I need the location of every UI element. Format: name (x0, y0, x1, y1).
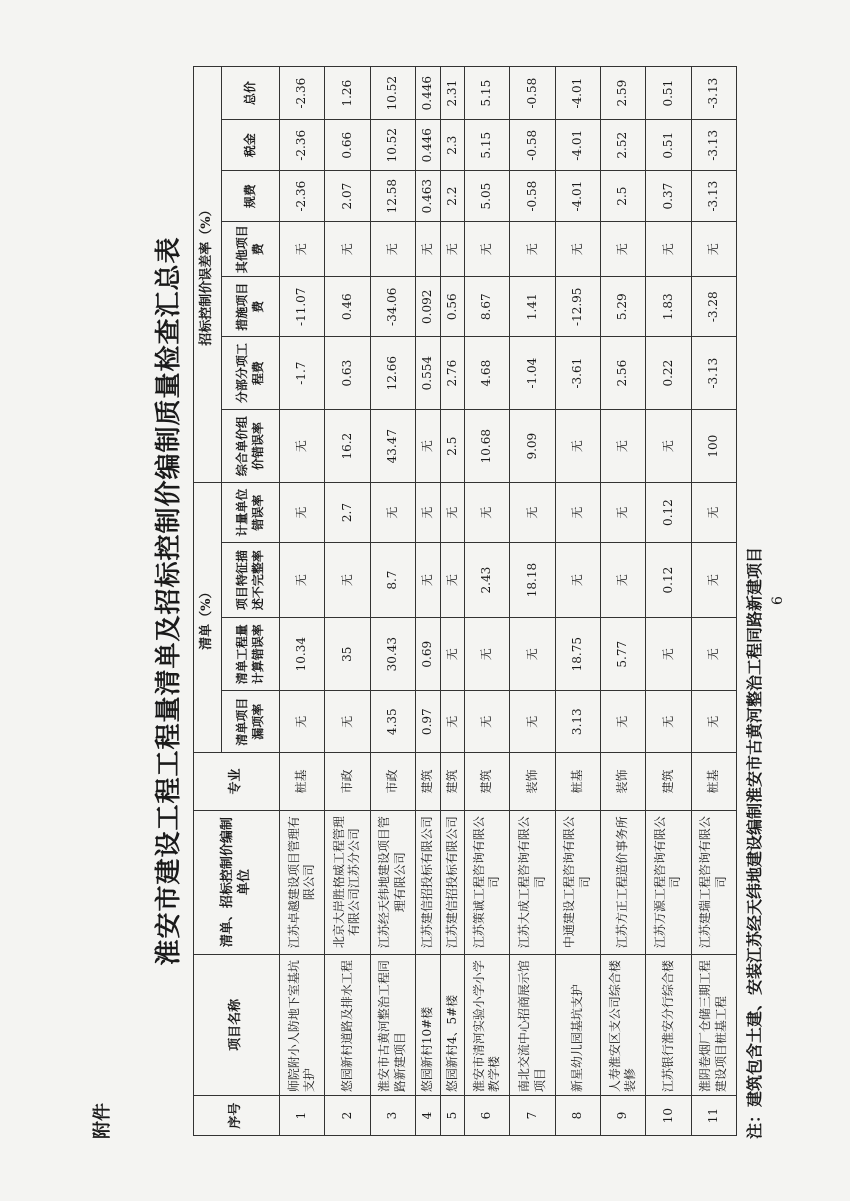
major-cell: 建筑 (415, 753, 440, 811)
value-cell: 100 (691, 410, 736, 483)
value-cell: 无 (280, 542, 325, 617)
seq-cell: 9 (601, 1096, 646, 1136)
value-cell: -3.13 (691, 337, 736, 410)
value-cell: 0.37 (646, 171, 691, 222)
value-cell: 无 (555, 542, 600, 617)
document-title: 淮安市建设工程工程量清单及招标控制价编制质量检查汇总表 (154, 236, 184, 966)
footnote: 注：建筑包含土建、安装江苏经天纬地建设编制淮安市古黄河整治工程同路新建项目 (745, 546, 764, 1139)
value-cell: 2.07 (325, 171, 370, 222)
value-cell: 5.05 (465, 171, 510, 222)
header-row-1 (194, 67, 222, 1136)
seq-cell: 10 (646, 1096, 691, 1136)
value-cell: -3.13 (691, 171, 736, 222)
major-cell: 桩基 (691, 753, 736, 811)
seq-cell: 6 (465, 1096, 510, 1136)
project-name-cell: 悠园新村10#楼 (415, 954, 440, 1096)
value-cell: 无 (510, 483, 555, 543)
value-cell: -3.13 (691, 67, 736, 120)
value-cell: 0.12 (646, 542, 691, 617)
header-seq: 序号 (194, 1096, 280, 1136)
value-cell: 无 (601, 410, 646, 483)
value-cell: -2.36 (280, 67, 325, 120)
value-cell: 18.18 (510, 542, 555, 617)
header-cp-6: 总价 (222, 67, 280, 120)
value-cell: 无 (465, 222, 510, 277)
value-cell: 0.46 (325, 277, 370, 337)
table-row (691, 67, 736, 1136)
value-cell: 无 (691, 222, 736, 277)
value-cell: 无 (601, 542, 646, 617)
value-cell: 0.69 (415, 618, 440, 691)
project-name-cell: 淮安市古黄河整治工程同路新建项目 (370, 954, 415, 1096)
seq-cell: 7 (510, 1096, 555, 1136)
value-cell: -4.01 (555, 171, 600, 222)
value-cell: 10.68 (465, 410, 510, 483)
value-cell: 无 (465, 618, 510, 691)
value-cell: -34.06 (370, 277, 415, 337)
value-cell: 2.43 (465, 542, 510, 617)
annex-label: 附件 (92, 1103, 113, 1139)
value-cell: 30.43 (370, 618, 415, 691)
value-cell: 5.15 (465, 120, 510, 171)
value-cell: 无 (440, 691, 465, 753)
value-cell: 8.7 (370, 542, 415, 617)
value-cell: 5.77 (601, 618, 646, 691)
value-cell: -3.13 (691, 120, 736, 171)
value-cell: 无 (691, 691, 736, 753)
value-cell: 0.56 (440, 277, 465, 337)
value-cell: -2.36 (280, 120, 325, 171)
seq-cell: 5 (440, 1096, 465, 1136)
compiler-cell: 江苏大成工程咨询有限公司 (510, 810, 555, 954)
value-cell: 无 (325, 691, 370, 753)
table-row (510, 67, 555, 1136)
value-cell: 2.3 (440, 120, 465, 171)
value-cell: -3.61 (555, 337, 600, 410)
header-qingdan-group: 清单（%） (194, 483, 222, 753)
value-cell: 12.66 (370, 337, 415, 410)
value-cell: 9.09 (510, 410, 555, 483)
summary-table (193, 66, 737, 1136)
value-cell: 无 (370, 222, 415, 277)
compiler-cell: 江苏建信招投标有限公司 (440, 810, 465, 954)
value-cell: 无 (370, 483, 415, 543)
value-cell: 无 (510, 222, 555, 277)
value-cell: 0.446 (415, 67, 440, 120)
compiler-cell: 中通建设工程咨询有限公司 (555, 810, 600, 954)
value-cell: 10.52 (370, 120, 415, 171)
table-row (646, 67, 691, 1136)
value-cell: 0.51 (646, 120, 691, 171)
header-compiler: 清单、招标控制价编制单位 (194, 810, 280, 954)
table-row (440, 67, 465, 1136)
value-cell: 无 (280, 691, 325, 753)
value-cell: 43.47 (370, 410, 415, 483)
page-number: 6 (770, 596, 786, 605)
value-cell: -0.58 (510, 120, 555, 171)
value-cell: 无 (601, 483, 646, 543)
compiler-cell: 江苏万源工程咨询有限公司 (646, 810, 691, 954)
value-cell: 无 (415, 542, 440, 617)
major-cell: 建筑 (646, 753, 691, 811)
value-cell: 0.22 (646, 337, 691, 410)
project-name-cell: 江苏银行淮安分行综合楼 (646, 954, 691, 1096)
project-name-cell: 淮阴卷烟厂仓储三期工程建设项目桩基工程 (691, 954, 736, 1096)
value-cell: 无 (646, 618, 691, 691)
value-cell: 2.76 (440, 337, 465, 410)
value-cell: 无 (280, 483, 325, 543)
header-project: 项目名称 (194, 954, 280, 1096)
value-cell: 35 (325, 618, 370, 691)
value-cell: 2.7 (325, 483, 370, 543)
value-cell: 2.5 (601, 171, 646, 222)
value-cell: 0.446 (415, 120, 440, 171)
value-cell: 无 (646, 222, 691, 277)
value-cell: 5.15 (465, 67, 510, 120)
value-cell: 0.97 (415, 691, 440, 753)
value-cell: 0.554 (415, 337, 440, 410)
value-cell: -1.7 (280, 337, 325, 410)
value-cell: 10.34 (280, 618, 325, 691)
value-cell: 0.51 (646, 67, 691, 120)
seq-cell: 11 (691, 1096, 736, 1136)
project-name-cell: 悠园新村4、5#楼 (440, 954, 465, 1096)
table-row (325, 67, 370, 1136)
major-cell: 市政 (325, 753, 370, 811)
project-name-cell: 师院附小人防地下室基坑支护 (280, 954, 325, 1096)
seq-cell: 1 (280, 1096, 325, 1136)
value-cell: 1.41 (510, 277, 555, 337)
value-cell: 无 (465, 691, 510, 753)
project-name-cell: 新星幼儿园基坑支护 (555, 954, 600, 1096)
table-row (555, 67, 600, 1136)
header-qd-2: 项目特征描述不完整率 (222, 542, 280, 617)
value-cell: 无 (691, 542, 736, 617)
value-cell: 无 (646, 691, 691, 753)
value-cell: 2.52 (601, 120, 646, 171)
value-cell: -4.01 (555, 67, 600, 120)
header-control-group: 招标控制价误差率（%） (194, 67, 222, 483)
compiler-cell: 江苏策诚工程咨询有限公司 (465, 810, 510, 954)
seq-cell: 8 (555, 1096, 600, 1136)
project-name-cell: 南北交流中心招商展示馆项目 (510, 954, 555, 1096)
major-cell: 建筑 (440, 753, 465, 811)
major-cell: 装饰 (601, 753, 646, 811)
value-cell: 无 (646, 410, 691, 483)
value-cell: 无 (440, 222, 465, 277)
value-cell: -0.58 (510, 67, 555, 120)
seq-cell: 4 (415, 1096, 440, 1136)
value-cell: 无 (325, 542, 370, 617)
value-cell: 0.63 (325, 337, 370, 410)
value-cell: 5.29 (601, 277, 646, 337)
table-row (415, 67, 440, 1136)
compiler-cell: 江苏建信招投标有限公司 (415, 810, 440, 954)
value-cell: 无 (415, 410, 440, 483)
value-cell: 0.463 (415, 171, 440, 222)
value-cell: 无 (280, 410, 325, 483)
value-cell: 无 (465, 483, 510, 543)
header-cp-5: 税金 (222, 120, 280, 171)
value-cell: 2.56 (601, 337, 646, 410)
value-cell: 0.12 (646, 483, 691, 543)
value-cell: 0.66 (325, 120, 370, 171)
table-row (465, 67, 510, 1136)
value-cell: 无 (280, 222, 325, 277)
value-cell: 无 (555, 483, 600, 543)
value-cell: 无 (510, 618, 555, 691)
table-body (280, 67, 737, 1136)
header-major: 专业 (194, 753, 280, 811)
value-cell: 2.5 (440, 410, 465, 483)
value-cell: 无 (601, 222, 646, 277)
value-cell: -4.01 (555, 120, 600, 171)
seq-cell: 3 (370, 1096, 415, 1136)
value-cell: 18.75 (555, 618, 600, 691)
compiler-cell: 江苏建瑞工程咨询有限公司 (691, 810, 736, 954)
value-cell: 16.2 (325, 410, 370, 483)
value-cell: 2.31 (440, 67, 465, 120)
compiler-cell: 江苏卓越建设项目管理有限公司 (280, 810, 325, 954)
value-cell: 2.59 (601, 67, 646, 120)
header-cp-2: 措施项目费 (222, 277, 280, 337)
value-cell: 无 (691, 618, 736, 691)
value-cell: 无 (510, 691, 555, 753)
header-cp-0: 综合单价组价错误率 (222, 410, 280, 483)
value-cell: 2.2 (440, 171, 465, 222)
header-cp-3: 其他项目费 (222, 222, 280, 277)
value-cell: 12.58 (370, 171, 415, 222)
table-row (601, 67, 646, 1136)
project-name-cell: 人寿淮安区支公司综合楼装修 (601, 954, 646, 1096)
value-cell: -0.58 (510, 171, 555, 222)
seq-cell: 2 (325, 1096, 370, 1136)
value-cell: -12.95 (555, 277, 600, 337)
value-cell: 无 (601, 691, 646, 753)
major-cell: 建筑 (465, 753, 510, 811)
table-row (280, 67, 325, 1136)
compiler-cell: 江苏经天纬地建设项目管理有限公司 (370, 810, 415, 954)
header-qd-0: 清单项目漏项率 (222, 691, 280, 753)
value-cell: 无 (325, 222, 370, 277)
value-cell: 无 (415, 483, 440, 543)
value-cell: -11.07 (280, 277, 325, 337)
value-cell: -3.28 (691, 277, 736, 337)
major-cell: 桩基 (555, 753, 600, 811)
value-cell: 无 (440, 618, 465, 691)
value-cell: 无 (440, 483, 465, 543)
value-cell: -2.36 (280, 171, 325, 222)
header-cp-4: 规费 (222, 171, 280, 222)
major-cell: 装饰 (510, 753, 555, 811)
header-qd-1: 清单工程量计算错误率 (222, 618, 280, 691)
value-cell: 1.26 (325, 67, 370, 120)
value-cell: 无 (555, 222, 600, 277)
value-cell: 8.67 (465, 277, 510, 337)
value-cell: 无 (415, 222, 440, 277)
value-cell: 无 (555, 410, 600, 483)
compiler-cell: 北京大岸胜格威工程管理有限公司江苏分公司 (325, 810, 370, 954)
value-cell: 1.83 (646, 277, 691, 337)
value-cell: 4.35 (370, 691, 415, 753)
value-cell: 0.092 (415, 277, 440, 337)
major-cell: 桩基 (280, 753, 325, 811)
value-cell: 无 (691, 483, 736, 543)
header-cp-1: 分部分项工程费 (222, 337, 280, 410)
value-cell: 4.68 (465, 337, 510, 410)
value-cell: 3.13 (555, 691, 600, 753)
project-name-cell: 淮安市清河实验小学小学教学楼 (465, 954, 510, 1096)
compiler-cell: 江苏方正工程造价事务所 (601, 810, 646, 954)
value-cell: 10.52 (370, 67, 415, 120)
header-qd-3: 计量单位错误率 (222, 483, 280, 543)
major-cell: 市政 (370, 753, 415, 811)
project-name-cell: 悠园新村道路及排水工程 (325, 954, 370, 1096)
table-row (370, 67, 415, 1136)
value-cell: 无 (440, 542, 465, 617)
value-cell: -1.04 (510, 337, 555, 410)
